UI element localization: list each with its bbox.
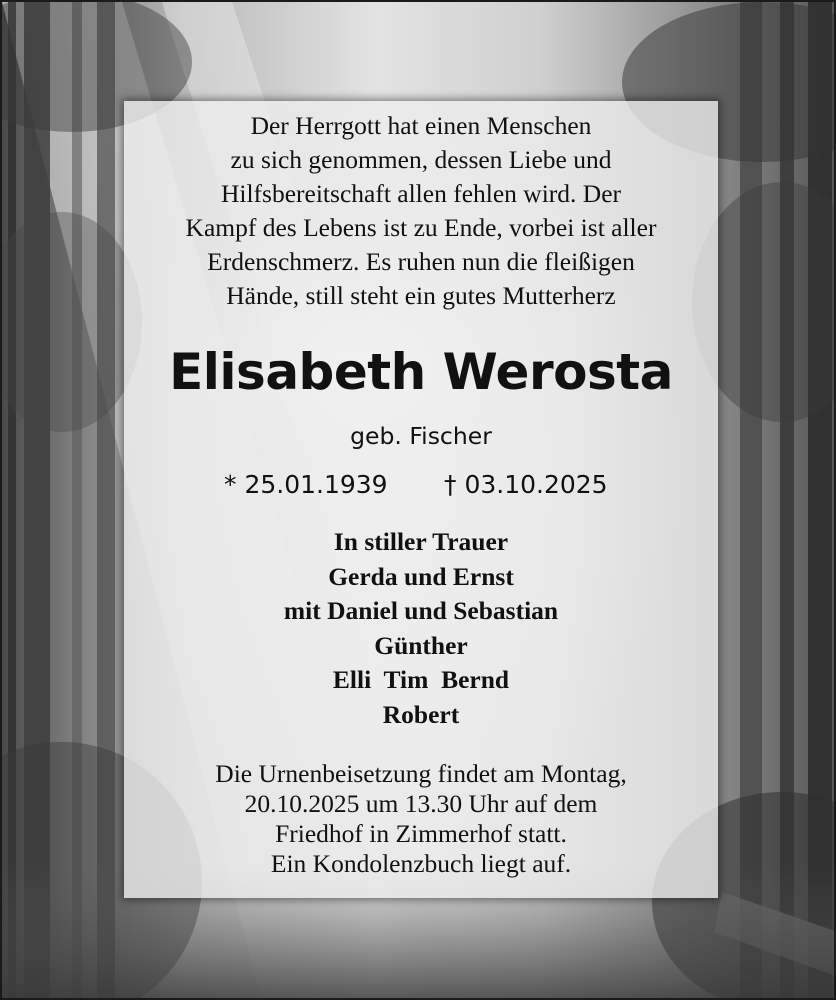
death-date: † 03.10.2025	[444, 470, 608, 499]
notice-line: Ein Kondolenzbuch liegt auf.	[270, 849, 572, 878]
notice-line: Die Urnenbeisetzung findet am Montag,	[215, 759, 627, 788]
verse-line: Hilfsbereitschaft allen fehlen wird. Der	[220, 179, 622, 208]
verse-line: Der Herrgott hat einen Menschen	[250, 111, 592, 140]
notice-line: 20.10.2025 um 13.30 Uhr auf dem	[244, 789, 598, 818]
mourner-line: In stiller Trauer	[333, 527, 509, 556]
mourner-line: Günther	[374, 630, 468, 660]
mourner-line: Robert	[382, 699, 460, 729]
verse-line: Erdenschmerz. Es ruhen nun die fleißigen	[207, 247, 635, 276]
birth-date: * 25.01.1939	[224, 470, 388, 499]
deceased-name: Elisabeth Werosta	[169, 343, 673, 401]
mourner-line: mit Daniel und Sebastian	[283, 596, 559, 625]
notice-line: Friedhof in Zimmerhof statt.	[275, 819, 567, 848]
mourner-line: Gerda und Ernst	[328, 561, 514, 591]
verse-line: Kampf des Lebens ist zu Ende, vorbei ist aller	[185, 213, 657, 242]
verse-line: zu sich genommen, dessen Liebe und	[230, 145, 612, 174]
obituary-card	[124, 101, 718, 898]
verse-line: Hände, still steht ein gutes Mutterherz	[226, 281, 616, 310]
mourner-line: Elli Tim Bernd	[332, 665, 510, 694]
maiden-name: geb. Fischer	[350, 422, 492, 450]
